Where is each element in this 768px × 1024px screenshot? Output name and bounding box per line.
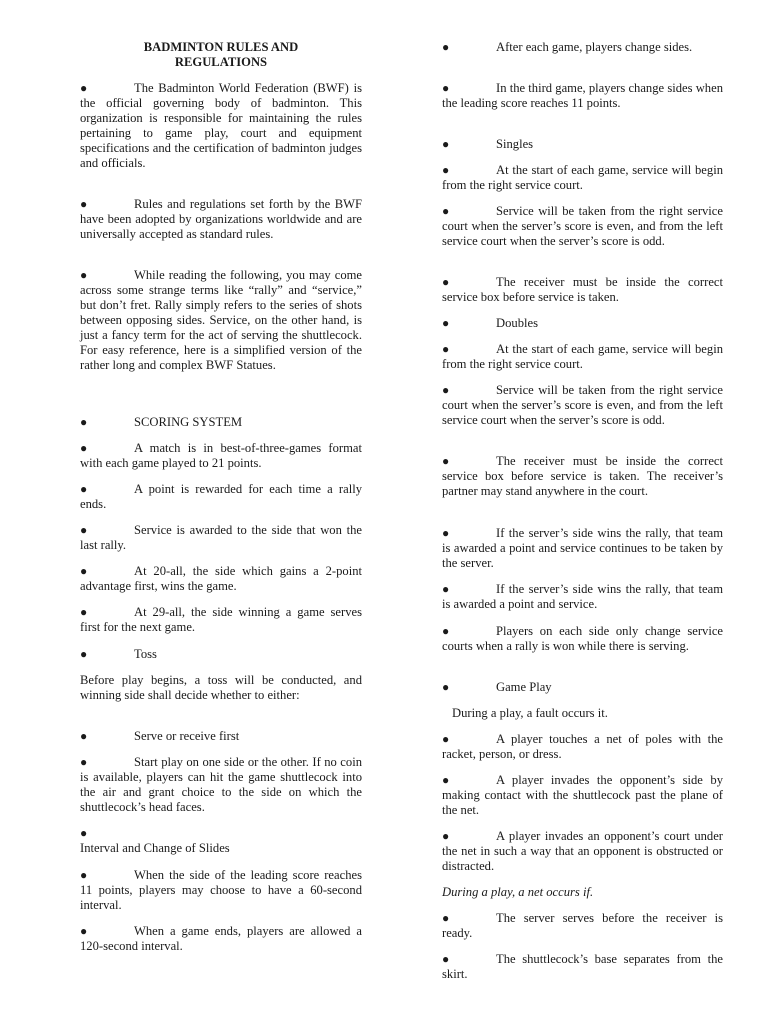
heading-scoring-system: ● SCORING SYSTEM bbox=[80, 415, 243, 429]
paragraph-doubles-start: ● At the start of each game, service will begin from the right service court. bbox=[442, 342, 723, 371]
text-fault-invades-side: A player invades the opponent’s side by making contact with the shuttlecock past the plane of the net. bbox=[442, 773, 723, 817]
paragraph-net-base: ● The shuttlecock’s base separates from the skirt. bbox=[442, 952, 723, 981]
text-server-wins-1: If the server’s side wins the rally, that team is awarded a point and service continues to be taken by the server. bbox=[442, 526, 723, 570]
text-scoring-heading: SCORING SYSTEM bbox=[134, 415, 243, 429]
text-change-courts: Players on each side only change service courts when a rally is won while there is serving. bbox=[442, 624, 723, 653]
paragraph-doubles-receiver: ● The receiver must be inside the correct service box before service is taken. The receiver’s partner may stand anywhere in the court. bbox=[442, 454, 723, 498]
text-server-wins-2: If the server’s side wins the rally, that team is awarded a point and service. bbox=[442, 582, 723, 611]
paragraph-singles-start: ● At the start of each game, service will begin from the right service court. bbox=[442, 163, 723, 192]
text-net-server: The server serves before the receiver is ready. bbox=[442, 911, 723, 940]
text-before-play: Before play begins, a toss will be conducted, and winning side shall decide whether to either: bbox=[80, 673, 362, 702]
paragraph-rules-adopted: ● Rules and regulations set forth by the BWF have been adopted by organizations worldwide and are universally accepted as standard rules. bbox=[80, 197, 362, 241]
paragraph-leading-11: ● When the side of the leading score reaches 11 points, players may choose to have a 60-second interval. bbox=[80, 868, 362, 912]
paragraph-fault-invades-court: ● A player invades an opponent’s court under the net in such a way that an opponent is obstructed or distracted. bbox=[442, 829, 723, 873]
text-fault-net: A player touches a net of poles with the racket, person, or dress. bbox=[442, 732, 723, 761]
heading-toss: ● Toss bbox=[80, 647, 157, 661]
text-rules-adopted: Rules and regulations set forth by the BWF have been adopted by organizations worldwide and are universally accepted as standard rules. bbox=[80, 197, 362, 241]
paragraph-serve-receive: ● Serve or receive first bbox=[80, 729, 240, 743]
text-singles-heading: Singles bbox=[496, 137, 534, 151]
paragraph-server-wins-2: ● If the server’s side wins the rally, that team is awarded a point and service. bbox=[442, 582, 723, 611]
text-doubles-start: At the start of each game, service will begin from the right service court. bbox=[442, 342, 723, 371]
paragraph-net-intro bbox=[442, 885, 723, 900]
paragraph-after-each-game: ● After each game, players change sides. bbox=[442, 40, 693, 54]
heading-game-play: ● Game Play bbox=[442, 680, 552, 694]
paragraph-bwf: ● The Badminton World Federation (BWF) is the official governing body of badminton. This organization is responsible for maintaining the rules pertaining to game play, court and equipment specifications and the certification of badminton judges and officials. bbox=[80, 81, 362, 170]
paragraph-service-awarded: ● Service is awarded to the side that won the last rally. bbox=[80, 523, 362, 552]
text-net-base: The shuttlecock’s base separates from the skirt. bbox=[442, 952, 723, 981]
paragraph-point-rewarded: ● A point is rewarded for each time a rally ends. bbox=[80, 482, 362, 511]
text-fault-invades-court: A player invades an opponent’s court under the net in such a way that an opponent is obstructed or distracted. bbox=[442, 829, 723, 873]
text-best-of-three: A match is in best-of-three-games format with each game played to 21 points. bbox=[80, 441, 362, 470]
heading-singles: ● Singles bbox=[442, 137, 534, 151]
paragraph-doubles-even-odd: ● Service will be taken from the right service court when the server’s score is even, and from the left service court when the server’s score is odd. bbox=[442, 383, 723, 427]
text-net-intro: During a play, a net occurs if. bbox=[442, 885, 594, 899]
paragraph-singles-even-odd: ● Service will be taken from the right service court when the server’s score is even, and from the left service court when the server’s score is odd. bbox=[442, 204, 723, 248]
paragraph-game-ends: ● When a game ends, players are allowed a 120-second interval. bbox=[80, 924, 362, 953]
text-interval-heading: Interval and Change of Slides bbox=[80, 841, 230, 855]
paragraph-reading: ● While reading the following, you may come across some strange terms like “rally” and “service,” but don’t fret. Rally simply refers to the series of shots between opposing sides. Service, on the other hand, is just a fancy term for the act of serving the shuttlecock. For easy reference, here is a simplified version of the rather long and complex BWF Statues. bbox=[80, 268, 362, 372]
paragraph-at-29-all: ● At 29-all, the side winning a game serves first for the next game. bbox=[80, 605, 362, 634]
paragraph-singles-receiver: ● The receiver must be inside the correct service box before service is taken. bbox=[442, 275, 723, 304]
text-point-rewarded: A point is rewarded for each time a rally ends. bbox=[80, 482, 362, 511]
paragraph-start-play: ● Start play on one side or the other. If no coin is available, players can hit the game shuttlecock into the air and grant choice to the side on which the shuttlecock’s head faces. bbox=[80, 755, 362, 814]
document-title bbox=[80, 40, 362, 70]
paragraph-best-of-three: ● A match is in best-of-three-games format with each game played to 21 points. bbox=[80, 441, 362, 470]
text-doubles-heading: Doubles bbox=[496, 316, 538, 330]
heading-interval: ● Interval and Change of Slides bbox=[80, 826, 230, 855]
text-reading: While reading the following, you may come across some strange terms like “rally” and “service,” but don’t fret. Rally simply refers to the series of shots between opposing sides. Service, on the other hand, is just a fancy term for the act of serving the shuttlecock. For easy reference, here is a simplified version of the rather long and complex BWF Statues. bbox=[80, 268, 362, 372]
paragraph-fault-net: ● A player touches a net of poles with the racket, person, or dress. bbox=[442, 732, 723, 761]
text-bwf: The Badminton World Federation (BWF) is the official governing body of badminton. This organization is responsible for maintaining the rules pertaining to game play, court and equipment specifications and the certification of badminton judges and officials. bbox=[80, 81, 362, 170]
text-doubles-receiver: The receiver must be inside the correct service box before service is taken. The receiver’s partner may stand anywhere in the court. bbox=[442, 454, 723, 498]
paragraph-server-wins-1: ● If the server’s side wins the rally, that team is awarded a point and service continues to be taken by the server. bbox=[442, 526, 723, 570]
text-singles-receiver: The receiver must be inside the correct service box before service is taken. bbox=[442, 275, 723, 304]
text-at-29-all: At 29-all, the side winning a game serves first for the next game. bbox=[80, 605, 362, 634]
paragraph-change-courts: ● Players on each side only change service courts when a rally is won while there is serving. bbox=[442, 624, 723, 653]
text-doubles-even-odd: Service will be taken from the right service court when the server’s score is even, and from the left service court when the server’s score is odd. bbox=[442, 383, 723, 427]
text-toss-heading: Toss bbox=[134, 647, 157, 661]
text-leading-11: When the side of the leading score reaches 11 points, players may choose to have a 60-second interval. bbox=[80, 868, 362, 912]
paragraph-third-game: ● In the third game, players change sides when the leading score reaches 11 points. bbox=[442, 81, 723, 110]
text-service-awarded: Service is awarded to the side that won the last rally. bbox=[80, 523, 362, 552]
text-start-play: Start play on one side or the other. If no coin is available, players can hit the game shuttlecock into the air and grant choice to the side on which the shuttlecock’s head faces. bbox=[80, 755, 362, 814]
text-after-each-game: After each game, players change sides. bbox=[496, 40, 693, 54]
title-line-2: REGULATIONS bbox=[174, 55, 268, 69]
text-singles-start: At the start of each game, service will begin from the right service court. bbox=[442, 163, 723, 192]
text-fault-intro: During a play, a fault occurs it. bbox=[452, 706, 608, 720]
paragraph-fault-invades-side: ● A player invades the opponent’s side by making contact with the shuttlecock past the plane of the net. bbox=[442, 773, 723, 817]
title-line-1: BADMINTON RULES AND bbox=[143, 40, 299, 54]
paragraph-net-server: ● The server serves before the receiver is ready. bbox=[442, 911, 723, 940]
text-serve-receive: Serve or receive first bbox=[134, 729, 240, 743]
text-at-20-all: At 20-all, the side which gains a 2-point advantage first, wins the game. bbox=[80, 564, 362, 593]
text-game-play-heading: Game Play bbox=[496, 680, 552, 694]
text-third-game: In the third game, players change sides when the leading score reaches 11 points. bbox=[442, 81, 723, 110]
paragraph-at-20-all: ● At 20-all, the side which gains a 2-point advantage first, wins the game. bbox=[80, 564, 362, 593]
paragraph-fault-intro bbox=[442, 706, 723, 721]
text-singles-even-odd: Service will be taken from the right service court when the server’s score is even, and from the left service court when the server’s score is odd. bbox=[442, 204, 723, 248]
heading-doubles: ● Doubles bbox=[442, 316, 538, 330]
text-game-ends: When a game ends, players are allowed a 120-second interval. bbox=[80, 924, 362, 953]
paragraph-before-play bbox=[80, 673, 362, 703]
